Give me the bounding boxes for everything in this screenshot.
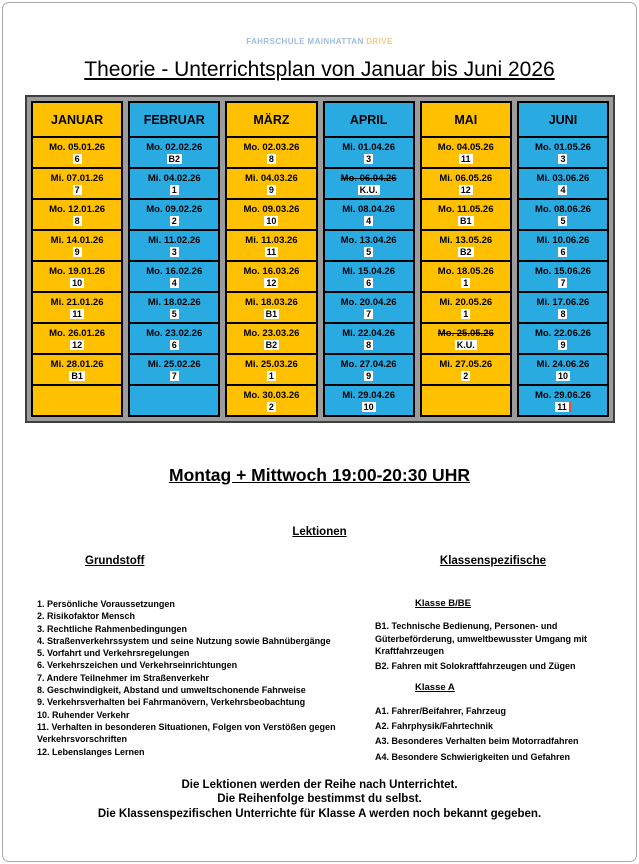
cell-date: Mi. 10.06.26 — [536, 234, 590, 246]
lesson-badge-row — [264, 340, 280, 350]
cell-date: Mo. 06.04.26 — [340, 172, 397, 184]
lesson-number-badge: B1 — [265, 308, 278, 319]
lesson-number-badge: 6 — [74, 153, 80, 164]
lesson-badge-row — [458, 216, 474, 226]
month-column-2 — [128, 101, 220, 417]
lesson-badge-row — [461, 309, 470, 319]
cell-date: Mo. 12.01.26 — [49, 203, 106, 215]
lesson-number-badge: 3 — [560, 153, 566, 164]
grundstoff-item: 5. Vorfahrt und Verkehrsregelungen — [37, 648, 190, 659]
cell-date: Mi. 18.03.26 — [245, 296, 298, 308]
cell-date: Mi. 25.02.26 — [147, 358, 201, 370]
lektionen-heading: Lektionen — [292, 526, 347, 538]
lesson-number-badge: 11 — [557, 401, 567, 412]
footer-note — [0, 778, 639, 821]
cell-date: Mo. 27.04.26 — [340, 358, 397, 370]
month-column-6 — [517, 101, 609, 417]
schedule-cell — [130, 169, 218, 200]
schedule-cell — [325, 169, 413, 200]
grundstoff-item: 10. Ruhender Verkehr — [37, 709, 130, 720]
schedule-cell — [519, 293, 607, 324]
cell-date: Mi. 22.04.26 — [342, 327, 395, 339]
lesson-badge-row — [364, 309, 373, 319]
lesson-badge-row — [364, 278, 373, 288]
lesson-badge-row — [170, 309, 179, 319]
schedule-cell — [130, 355, 218, 386]
lesson-badge-row — [461, 278, 470, 288]
klasse-item: A3. Besonderes Verhalten beim Motorradfahren — [375, 736, 579, 747]
schedule-cell — [325, 355, 413, 386]
klasse-item: B2. Fahren mit Solokraftfahrzeugen und Zügen — [375, 661, 576, 672]
cell-date: Mi. 21.01.26 — [50, 296, 104, 308]
schedule-cell — [130, 324, 218, 355]
schedule-cell — [227, 138, 315, 169]
lesson-number-badge: 5 — [171, 308, 177, 319]
lesson-number-badge: 4 — [366, 215, 372, 226]
month-header: APRIL — [325, 103, 413, 138]
lesson-number-badge: K.U. — [359, 184, 378, 195]
schedule-cell — [33, 324, 121, 355]
lesson-number-badge: 2 — [171, 215, 177, 226]
lesson-badge-row — [558, 278, 567, 288]
klassenspezifische-heading: Klassenspezifische — [439, 555, 546, 567]
lesson-number-badge: 7 — [560, 277, 566, 288]
text-cursor-artifact — [569, 402, 571, 412]
schedule-cell — [227, 169, 315, 200]
cell-date: Mo. 25.05.26 — [437, 327, 494, 339]
cell-date: Mo. 29.06.26 — [534, 389, 591, 401]
lesson-lists — [37, 598, 639, 773]
cell-date: Mi. 28.01.26 — [50, 358, 104, 370]
cell-date: Mi. 15.04.26 — [342, 265, 395, 277]
month-header: JUNI — [519, 103, 607, 138]
lesson-number-badge: 10 — [266, 215, 277, 226]
schedule-cell — [422, 138, 510, 169]
schedule-cell — [33, 386, 121, 415]
cell-date: Mo. 22.06.26 — [534, 327, 591, 339]
schedule-cell — [227, 386, 315, 415]
cell-date: Mo. 01.05.26 — [534, 141, 591, 153]
cell-date: Mo. 23.03.26 — [243, 327, 300, 339]
lesson-badge-row — [264, 216, 278, 226]
lesson-badge-row — [70, 309, 84, 319]
schedule-cell — [130, 138, 218, 169]
cell-date: Mo. 15.06.26 — [534, 265, 591, 277]
cell-date: Mi. 20.05.26 — [439, 296, 493, 308]
month-header: FEBRUAR — [130, 103, 218, 138]
cell-date: Mo. 16.03.26 — [243, 265, 300, 277]
lesson-number-badge: B1 — [71, 370, 83, 381]
lesson-number-badge: 9 — [366, 370, 372, 381]
lesson-number-badge: 11 — [72, 308, 82, 319]
lesson-number-badge: 10 — [72, 277, 83, 288]
klasse-item: A4. Besondere Schwierigkeiten und Gefahren — [375, 751, 571, 762]
lesson-badge-row — [558, 340, 567, 350]
lesson-badge-row — [69, 371, 85, 381]
section-headings — [0, 555, 639, 567]
cell-date: Mo. 09.03.26 — [243, 203, 300, 215]
cell-date: Mi. 24.06.26 — [536, 358, 590, 370]
lesson-badge-row — [73, 185, 82, 195]
schedule-cell — [325, 231, 413, 262]
lesson-badge-row — [558, 247, 567, 257]
lesson-number-badge: 12 — [266, 277, 277, 288]
schedule-cell — [519, 355, 607, 386]
schedule-cell — [325, 262, 413, 293]
klassenspezifische-list — [375, 598, 610, 773]
cell-date: Mi. 11.03.26 — [245, 234, 298, 246]
schedule-cell — [33, 231, 121, 262]
page-title: Theorie - Unterrichtsplan von Januar bis Juni 2026 — [84, 58, 555, 81]
klasse-group-heading-text: Klasse B/BE — [415, 598, 471, 609]
lesson-badge-row — [458, 247, 474, 257]
lesson-badge-row — [267, 371, 276, 381]
schedule-cell — [325, 138, 413, 169]
month-column-5 — [420, 101, 512, 417]
lesson-badge-row — [70, 340, 84, 350]
lesson-badge-row — [459, 185, 473, 195]
grundstoff-item: 8. Geschwindigkeit, Abstand und umweltschonende Fahrweise — [37, 685, 306, 696]
schedule-cell — [325, 324, 413, 355]
schedule-cell — [130, 200, 218, 231]
footer-line: Die Lektionen werden der Reihe nach Unterrichtet. — [181, 778, 458, 791]
schedule-cell — [422, 386, 510, 415]
lesson-badge-row — [364, 154, 373, 164]
lesson-number-badge: 6 — [366, 277, 372, 288]
lesson-badge-row — [267, 185, 276, 195]
schedule-cell — [227, 293, 315, 324]
lesson-badge-row — [264, 309, 280, 319]
month-header: MÄRZ — [227, 103, 315, 138]
schedule-cell — [519, 324, 607, 355]
schedule-cell — [519, 262, 607, 293]
lesson-number-badge: B2 — [168, 153, 181, 164]
lesson-badge-row — [459, 154, 473, 164]
cell-date: Mi. 13.05.26 — [439, 234, 493, 246]
lesson-number-badge: 9 — [560, 339, 566, 350]
lesson-badge-row — [362, 402, 376, 412]
lesson-number-badge: 9 — [268, 184, 274, 195]
lesson-number-badge: 6 — [560, 246, 566, 257]
schedule-cell — [422, 231, 510, 262]
lesson-number-badge: 5 — [366, 246, 372, 257]
lesson-badge-row — [555, 402, 571, 412]
cell-date: Mo. 05.01.26 — [49, 141, 106, 153]
month-column-1 — [31, 101, 123, 417]
cell-date: Mo. 04.05.26 — [437, 141, 494, 153]
lesson-badge-row — [170, 247, 179, 257]
lesson-number-badge: 1 — [463, 277, 469, 288]
cell-date: Mi. 07.01.26 — [50, 172, 104, 184]
footer-line: Die Klassenspezifischen Unterrichte für Klasse A werden noch bekannt gegeben. — [97, 807, 542, 820]
lesson-badge-row — [455, 340, 477, 350]
grundstoff-heading: Grundstoff — [85, 555, 145, 567]
cell-date: Mo. 02.03.26 — [243, 141, 300, 153]
schedule-cell — [227, 231, 315, 262]
lesson-badge-row — [267, 154, 276, 164]
schedule-table — [25, 95, 615, 423]
cell-date: Mi. 27.05.26 — [439, 358, 493, 370]
schedule-cell — [227, 200, 315, 231]
cell-date: Mo. 09.02.26 — [146, 203, 203, 215]
schedule-cell — [519, 231, 607, 262]
lesson-number-badge: 10 — [363, 401, 374, 412]
grundstoff-item: 7. Andere Teilnehmer im Straßenverkehr — [37, 672, 210, 683]
grundstoff-item: 12. Lebenslanges Lernen — [37, 746, 145, 757]
schedule-cell — [422, 355, 510, 386]
brand-line — [0, 37, 639, 47]
month-header: MAI — [422, 103, 510, 138]
lesson-badge-row — [170, 340, 179, 350]
month-column-3 — [225, 101, 317, 417]
brand-name: FAHRSCHULE MAINHATTAN — [246, 37, 364, 46]
cell-date: Mi. 17.06.26 — [536, 296, 590, 308]
schedule-cell — [422, 324, 510, 355]
lesson-number-badge: K.U. — [456, 339, 475, 350]
lesson-badge-row — [461, 371, 470, 381]
schedule-cell — [130, 293, 218, 324]
cell-date: Mo. 19.01.26 — [49, 265, 106, 277]
month-header: JANUAR — [33, 103, 121, 138]
grundstoff-list — [37, 598, 342, 773]
grundstoff-item: 3. Rechtliche Rahmenbedingungen — [37, 623, 188, 634]
schedule-cell — [519, 386, 607, 415]
lesson-number-badge: 8 — [74, 215, 80, 226]
lesson-badge-row — [265, 247, 279, 257]
lesson-number-badge: 9 — [74, 246, 80, 257]
lesson-number-badge: 12 — [460, 184, 471, 195]
lesson-number-badge: 6 — [171, 339, 177, 350]
schedule-cell — [422, 200, 510, 231]
schedule-cell — [33, 293, 121, 324]
lesson-badge-row — [364, 340, 373, 350]
grundstoff-item: 11. Verhalten in besonderen Situationen, Folgen von Verstößen gegen Verkehrsvorschriften — [37, 721, 336, 745]
lesson-number-badge: B1 — [460, 215, 472, 226]
grundstoff-item: 2. Risikofaktor Mensch — [37, 611, 136, 622]
lesson-number-badge: 8 — [268, 153, 274, 164]
schedule-cell — [33, 169, 121, 200]
lesson-badge-row — [558, 216, 567, 226]
cell-date: Mo. 13.04.26 — [340, 234, 397, 246]
schedule-cell — [33, 355, 121, 386]
lesson-number-badge: 11 — [461, 153, 471, 164]
lesson-badge-row — [73, 247, 82, 257]
lesson-badge-row — [364, 247, 373, 257]
lesson-badge-row — [170, 185, 179, 195]
lesson-number-badge: 5 — [560, 215, 566, 226]
schedule-cell — [33, 138, 121, 169]
lesson-number-badge: 1 — [171, 184, 177, 195]
cell-date: Mi. 04.03.26 — [245, 172, 298, 184]
lesson-badge-row — [558, 309, 567, 319]
lesson-badge-row — [267, 402, 276, 412]
cell-date: Mo. 08.06.26 — [534, 203, 591, 215]
lesson-badge-row — [364, 216, 373, 226]
klasse-group-heading — [415, 682, 610, 694]
cell-date: Mi. 14.01.26 — [50, 234, 104, 246]
schedule-cell — [325, 293, 413, 324]
cell-date: Mo. 16.02.26 — [146, 265, 203, 277]
cell-date: Mi. 25.03.26 — [245, 358, 298, 370]
lesson-number-badge: 10 — [557, 370, 568, 381]
grundstoff-item: 4. Straßenverkehrssystem und seine Nutzung sowie Bahnübergänge — [37, 635, 331, 646]
lesson-badge-row — [73, 216, 82, 226]
klasse-group-heading-text: Klasse A — [415, 682, 455, 694]
lesson-number-badge: 12 — [72, 339, 83, 350]
schedule-cell — [33, 262, 121, 293]
klasse-item: B1. Technische Bedienung, Personen- und Güterbeförderung, umweltbewusster Umgang mit Kraftfahrzeugen — [375, 621, 588, 656]
cell-date: Mo. 11.05.26 — [438, 203, 494, 215]
schedule-cell — [130, 386, 218, 415]
schedule-cell — [519, 200, 607, 231]
klasse-group-items — [375, 620, 610, 672]
cell-date: Mo. 20.04.26 — [340, 296, 397, 308]
schedule-cell — [325, 386, 413, 415]
cell-date: Mo. 30.03.26 — [243, 389, 300, 401]
brand-accent: DRIVE — [366, 37, 393, 46]
lesson-number-badge: 7 — [74, 184, 80, 195]
lesson-number-badge: 8 — [560, 308, 566, 319]
schedule-cell — [422, 293, 510, 324]
lesson-number-badge: B2 — [265, 339, 278, 350]
cell-date: Mi. 04.02.26 — [147, 172, 201, 184]
schedule-cell — [33, 200, 121, 231]
lesson-number-badge: 2 — [463, 370, 469, 381]
lesson-number-badge: 1 — [268, 370, 274, 381]
lesson-number-badge: 3 — [366, 153, 372, 164]
schedule-cell — [325, 200, 413, 231]
grundstoff-item: 9. Verkehrsverhalten bei Fahrmanövern, Verkehrsbeobachtung — [37, 697, 306, 708]
cell-date: Mi. 29.04.26 — [342, 389, 395, 401]
lesson-badge-row — [558, 154, 567, 164]
cell-date: Mo. 26.01.26 — [49, 327, 106, 339]
klasse-group-items — [375, 705, 610, 763]
lesson-number-badge: 3 — [171, 246, 177, 257]
cell-date: Mi. 08.04.26 — [342, 203, 395, 215]
grundstoff-item: 6. Verkehrszeichen und Verkehrseinrichtungen — [37, 660, 238, 671]
cell-date: Mo. 02.02.26 — [146, 141, 203, 153]
cell-date: Mo. 23.02.26 — [146, 327, 203, 339]
lesson-badge-row — [170, 278, 179, 288]
klasse-item: A1. Fahrer/Beifahrer, Fahrzeug — [375, 705, 507, 716]
lesson-badge-row — [167, 154, 183, 164]
schedule-cell — [227, 262, 315, 293]
cell-date: Mi. 01.04.26 — [342, 141, 395, 153]
cell-date: Mi. 11.02.26 — [148, 234, 201, 246]
schedule-cell — [519, 138, 607, 169]
lesson-number-badge: 4 — [171, 277, 177, 288]
schedule-cell — [422, 169, 510, 200]
cell-date: Mi. 03.06.26 — [536, 172, 590, 184]
lesson-badge-row — [556, 371, 570, 381]
lesson-number-badge: 1 — [463, 308, 469, 319]
schedule-cell — [227, 324, 315, 355]
lesson-number-badge: 11 — [266, 246, 277, 257]
lesson-number-badge: 7 — [366, 308, 372, 319]
lesson-badge-row — [558, 185, 567, 195]
lesson-badge-row — [364, 371, 373, 381]
lesson-number-badge: 2 — [268, 401, 274, 412]
klasse-item: A2. Fahrphysik/Fahrtechnik — [375, 721, 494, 732]
lesson-badge-row — [70, 278, 84, 288]
grundstoff-item: 1. Persönliche Voraussetzungen — [37, 599, 175, 609]
lesson-badge-row — [264, 278, 278, 288]
lesson-badge-row — [358, 185, 380, 195]
footer-line: Die Reihenfolge bestimmst du selbst. — [217, 793, 422, 806]
lesson-number-badge: B2 — [460, 246, 472, 257]
lesson-number-badge: 8 — [366, 339, 372, 350]
schedule-cell — [130, 262, 218, 293]
lesson-number-badge: 7 — [171, 370, 177, 381]
schedule-time-heading: Montag + Mittwoch 19:00-20:30 UHR — [169, 465, 470, 485]
schedule-cell — [130, 231, 218, 262]
cell-date: Mi. 18.02.26 — [147, 296, 201, 308]
klasse-group-heading — [415, 598, 610, 610]
schedule-cell — [422, 262, 510, 293]
lesson-number-badge: 4 — [560, 184, 566, 195]
schedule-cell — [227, 355, 315, 386]
schedule-cell — [519, 169, 607, 200]
lesson-badge-row — [170, 216, 179, 226]
cell-date: Mi. 06.05.26 — [439, 172, 493, 184]
cell-date: Mo. 18.05.26 — [437, 265, 494, 277]
month-column-4 — [323, 101, 415, 417]
lesson-badge-row — [170, 371, 179, 381]
lesson-badge-row — [73, 154, 82, 164]
